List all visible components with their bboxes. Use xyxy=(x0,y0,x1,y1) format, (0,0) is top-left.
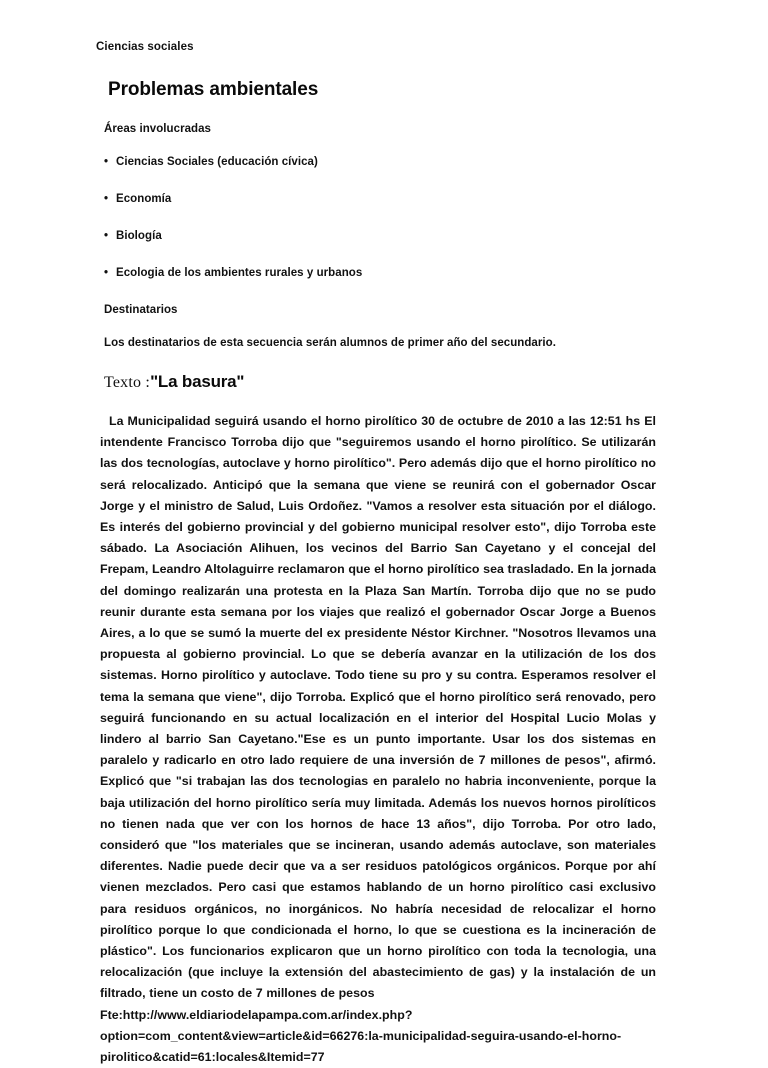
bullet-icon: • xyxy=(104,230,109,242)
article-source-url: Fte:http://www.eldiariodelapampa.com.ar/index.php?option=com_content&view=article&id=66276:la-municipalidad-seguira-usando-el-horno-pirolitico&catid=61:locales&Itemid=77 xyxy=(100,1007,622,1065)
bullet-icon: • xyxy=(104,267,109,279)
texto-heading-label: Texto : xyxy=(104,374,151,391)
list-item-label: Economía xyxy=(116,193,172,205)
bullet-icon: • xyxy=(104,193,109,205)
list-item-label: Biología xyxy=(116,230,162,242)
article-body-text: La Municipalidad seguirá usando el horno pirolítico 30 de octubre de 2010 a las 12:51 hs El intendente Francisco Torroba dijo que "seguiremos usando el horno pirolítico. Se utilizarán las dos tecnologías, autoclave y horno pirolítico". Pero además dijo que el horno pirolítico no será relocalizado. Anticipó que la semana que viene se reunirá con el gobernador Oscar Jorge y el ministro de Salud, Luis Ordoñez. "Vamos a resolver esta situación por el diálogo. Es interés del gobierno provincial y del gobierno municipal resolver esto", dijo Torroba este sábado. La Asociación Alihuen, los vecinos del Barrio San Cayetano y el concejal del Frepam, Leandro Altolaguirre reclamaron que el horno pirolítico sea trasladado. En la jornada del domingo realizarán una protesta en la Plaza San Martín. Torroba dijo que no se pudo reunir durante esta semana por los viajes que realizó el gobernador Oscar Jorge a Buenos Aires, a lo que se sumó la muerte del ex presidente Néstor Kirchner. "Nosotros llevamos una propuesta al gobierno provincial. Lo que se debería avanzar en la utilización de los dos sistemas. Horno pirolítico y autoclave. Todo tiene su pro y su contra. Esperamos resolver el tema la semana que viene", dijo Torroba. Explicó que el horno pirolítico será renovado, pero seguirá funcionando en su actual localización en el interior del Hospital Lucio Molas y lindero al barrio San Cayetano."Ese es un punto importante. Usar los dos sistemas en paralelo y radicarlo en otro lado requiere de una inversión de 7 millones de pesos", afirmó. Explicó que "si trabajan las dos tecnologias en paralelo no habria inconveniente, porque la baja utilización del horno pirolítico sería muy limitada. Además los nuevos hornos pirolíticos no tienen nada que ver con los hornos de hace 13 años", dijo Torroba. Por otro lado, consideró que "los materiales que se incineran, usando además autoclave, son materiales diferentes. Nadie puede decir que va a ser residuos patológicos orgánicos. Porque por ahí vienen mezclados. Pero casi que estamos hablando de un horno pirolítico casi exclusivo para residuos orgánicos, no inorgánicos. No habría necesidad de relocalizar el horno pirolítico porque lo que condicionada el horno, lo que se cuestiona es la incineración de plástico". Los funcionarios explicaron que un horno pirolítico con toda la tecnologia, una relocalización (que incluye la extensión del abastecimiento de gas) y la instalación de un filtrado, tiene un costo de 7 millones de pesos xyxy=(100,414,656,1001)
list-item xyxy=(104,229,656,244)
page-title: Problemas ambientales xyxy=(108,79,319,100)
list-item xyxy=(104,155,656,170)
running-header: Ciencias sociales xyxy=(96,41,194,53)
article-body xyxy=(100,411,656,1005)
list-item-label: Ciencias Sociales (educación cívica) xyxy=(116,156,318,168)
bullet-icon: • xyxy=(104,156,109,168)
list-item xyxy=(104,266,656,281)
areas-section-label: Áreas involucradas xyxy=(104,123,212,135)
destinatarios-text: Los destinatarios de esta secuencia serán alumnos de primer año del secundario. xyxy=(104,337,556,349)
list-item xyxy=(104,192,656,207)
list-item-label: Ecologia de los ambientes rurales y urbanos xyxy=(116,267,363,279)
texto-heading xyxy=(104,371,656,394)
destinatarios-section-label: Destinatarios xyxy=(104,304,178,316)
texto-heading-value: "La basura" xyxy=(150,372,245,391)
areas-list xyxy=(100,155,656,281)
document-content xyxy=(100,78,656,1068)
